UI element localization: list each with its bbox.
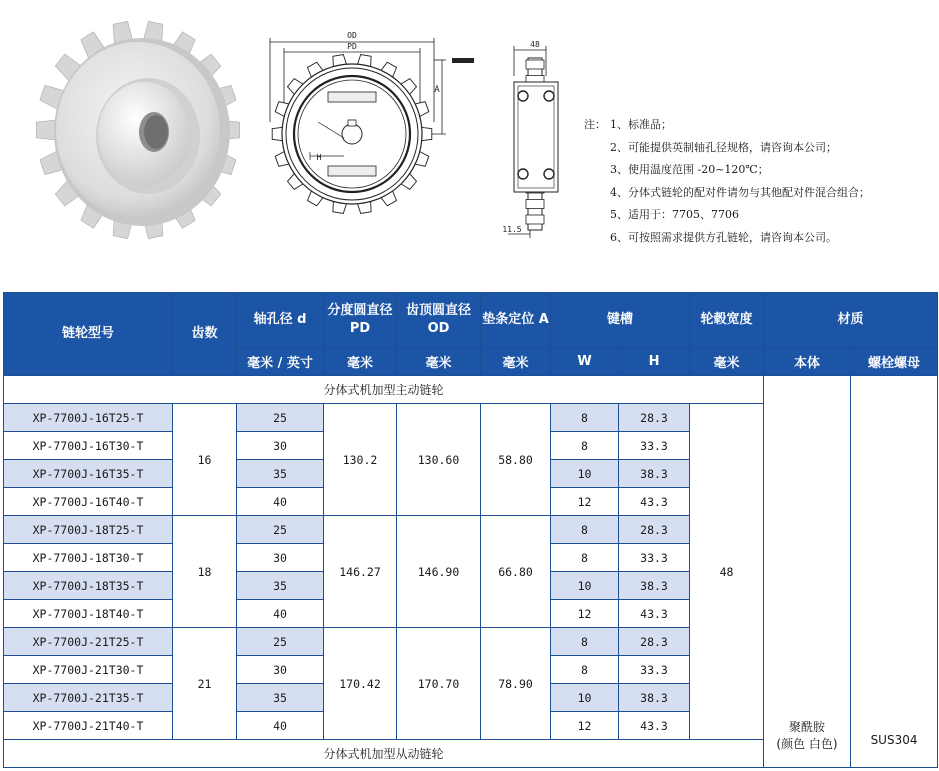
sprocket-photo	[30, 14, 240, 244]
w-cell: 8	[551, 516, 619, 544]
h-cell: 38.3	[619, 572, 690, 600]
w-cell: 8	[551, 628, 619, 656]
bore-cell: 40	[237, 488, 324, 516]
subheader-bore: 毫米 / 英寸	[237, 348, 324, 376]
model-cell: XP-7700J-18T40-T	[4, 600, 173, 628]
h-cell: 33.3	[619, 656, 690, 684]
h-label: H	[316, 153, 322, 162]
bore-cell: 25	[237, 628, 324, 656]
w-cell: 12	[551, 488, 619, 516]
header-teeth: 齿数	[173, 293, 237, 376]
pd-cell: 146.27	[324, 516, 397, 628]
bore-cell: 30	[237, 432, 324, 460]
h-cell: 43.3	[619, 600, 690, 628]
model-cell: XP-7700J-18T25-T	[4, 516, 173, 544]
w-cell: 10	[551, 684, 619, 712]
h-cell: 28.3	[619, 516, 690, 544]
note-item: 注： 1、标准品；	[584, 114, 870, 137]
header-a: 垫条定位 A	[481, 293, 551, 348]
subheader-h: H	[619, 348, 690, 376]
w-cell: 10	[551, 572, 619, 600]
notes-prefix: 注：	[584, 118, 606, 131]
a-label: A	[434, 85, 440, 95]
header-material: 材质	[764, 293, 938, 348]
w-cell: 10	[551, 460, 619, 488]
header-od: 齿顶圆直径 OD	[397, 293, 481, 348]
side-tooth	[526, 60, 544, 69]
spec-table	[3, 292, 938, 768]
subheader-hub: 毫米	[690, 348, 764, 376]
h-cell: 38.3	[619, 684, 690, 712]
subheader-od: 毫米	[397, 348, 481, 376]
h-cell: 43.3	[619, 712, 690, 740]
bore-cell: 35	[237, 572, 324, 600]
od-cell: 146.90	[397, 516, 481, 628]
offset-label: 11.5	[502, 225, 522, 234]
h-cell: 33.3	[619, 544, 690, 572]
a-cell: 66.80	[481, 516, 551, 628]
model-cell: XP-7700J-16T30-T	[4, 432, 173, 460]
notes-block	[584, 114, 870, 249]
od-cell: 130.60	[397, 404, 481, 516]
w-cell: 12	[551, 712, 619, 740]
section-drive-label: 分体式机加型主动链轮	[4, 376, 764, 404]
h-cell: 33.3	[619, 432, 690, 460]
note-item: 2、可能提供英制轴孔径规格，请咨询本公司；	[610, 140, 837, 154]
teeth-cell: 18	[173, 516, 237, 628]
bore-cell: 35	[237, 684, 324, 712]
subheader-body: 本体	[764, 348, 851, 376]
h-cell: 38.3	[619, 460, 690, 488]
model-cell: XP-7700J-21T40-T	[4, 712, 173, 740]
side-view-drawing	[498, 36, 578, 242]
bore-cell: 25	[237, 516, 324, 544]
h-cell: 28.3	[619, 404, 690, 432]
subheader-bolt: 螺栓螺母	[851, 348, 938, 376]
od-label: OD	[347, 31, 357, 40]
bore-cell: 30	[237, 656, 324, 684]
subheader-w: W	[551, 348, 619, 376]
pd-label: PD	[347, 42, 357, 51]
header-pd: 分度圆直径 PD	[324, 293, 397, 348]
bore-cell: 35	[237, 460, 324, 488]
w-cell: 8	[551, 544, 619, 572]
note-item: 4、分体式链轮的配对件请勿与其他配对件混合组合；	[610, 185, 870, 199]
teeth-cell: 16	[173, 404, 237, 516]
model-cell: XP-7700J-18T35-T	[4, 572, 173, 600]
h-cell: 43.3	[619, 488, 690, 516]
hub-width-cell: 48	[690, 404, 764, 740]
width-label: 48	[530, 40, 540, 49]
material-bolt-cell: SUS304	[851, 376, 938, 768]
a-cell: 58.80	[481, 404, 551, 516]
w-cell: 8	[551, 656, 619, 684]
material-body-cell: 聚酰胺 (颜色 白色)	[764, 376, 851, 768]
note-item: 5、适用于：7705、7706	[610, 208, 739, 221]
header-keyway: 键槽	[551, 293, 690, 348]
model-cell: XP-7700J-18T30-T	[4, 544, 173, 572]
model-cell: XP-7700J-16T25-T	[4, 404, 173, 432]
model-cell: XP-7700J-16T35-T	[4, 460, 173, 488]
w-cell: 8	[551, 432, 619, 460]
section-idler-label: 分体式机加型从动链轮	[4, 740, 764, 768]
bore-cell: 40	[237, 600, 324, 628]
od-cell: 170.70	[397, 628, 481, 740]
side-tooth	[526, 200, 544, 209]
header-bore: 轴孔径 d	[237, 293, 324, 348]
model-cell: XP-7700J-21T30-T	[4, 656, 173, 684]
teeth-cell: 21	[173, 628, 237, 740]
pd-cell: 130.2	[324, 404, 397, 516]
w-cell: 8	[551, 404, 619, 432]
side-tooth	[526, 215, 544, 224]
front-view-drawing	[258, 22, 480, 228]
header-model: 链轮型号	[4, 293, 173, 376]
bore-cell: 30	[237, 544, 324, 572]
w-cell: 12	[551, 600, 619, 628]
note-item: 3、使用温度范围 -20~120℃；	[610, 163, 769, 176]
bore-cell: 25	[237, 404, 324, 432]
header-hub: 轮毂宽度	[690, 293, 764, 348]
note-item: 6、可按照需求提供方孔链轮，请咨询本公司。	[610, 230, 837, 244]
subheader-pd: 毫米	[324, 348, 397, 376]
bore-cell: 40	[237, 712, 324, 740]
pd-cell: 170.42	[324, 628, 397, 740]
model-cell: XP-7700J-16T40-T	[4, 488, 173, 516]
model-cell: XP-7700J-21T35-T	[4, 684, 173, 712]
model-cell: XP-7700J-21T25-T	[4, 628, 173, 656]
a-cell: 78.90	[481, 628, 551, 740]
subheader-a: 毫米	[481, 348, 551, 376]
h-cell: 28.3	[619, 628, 690, 656]
